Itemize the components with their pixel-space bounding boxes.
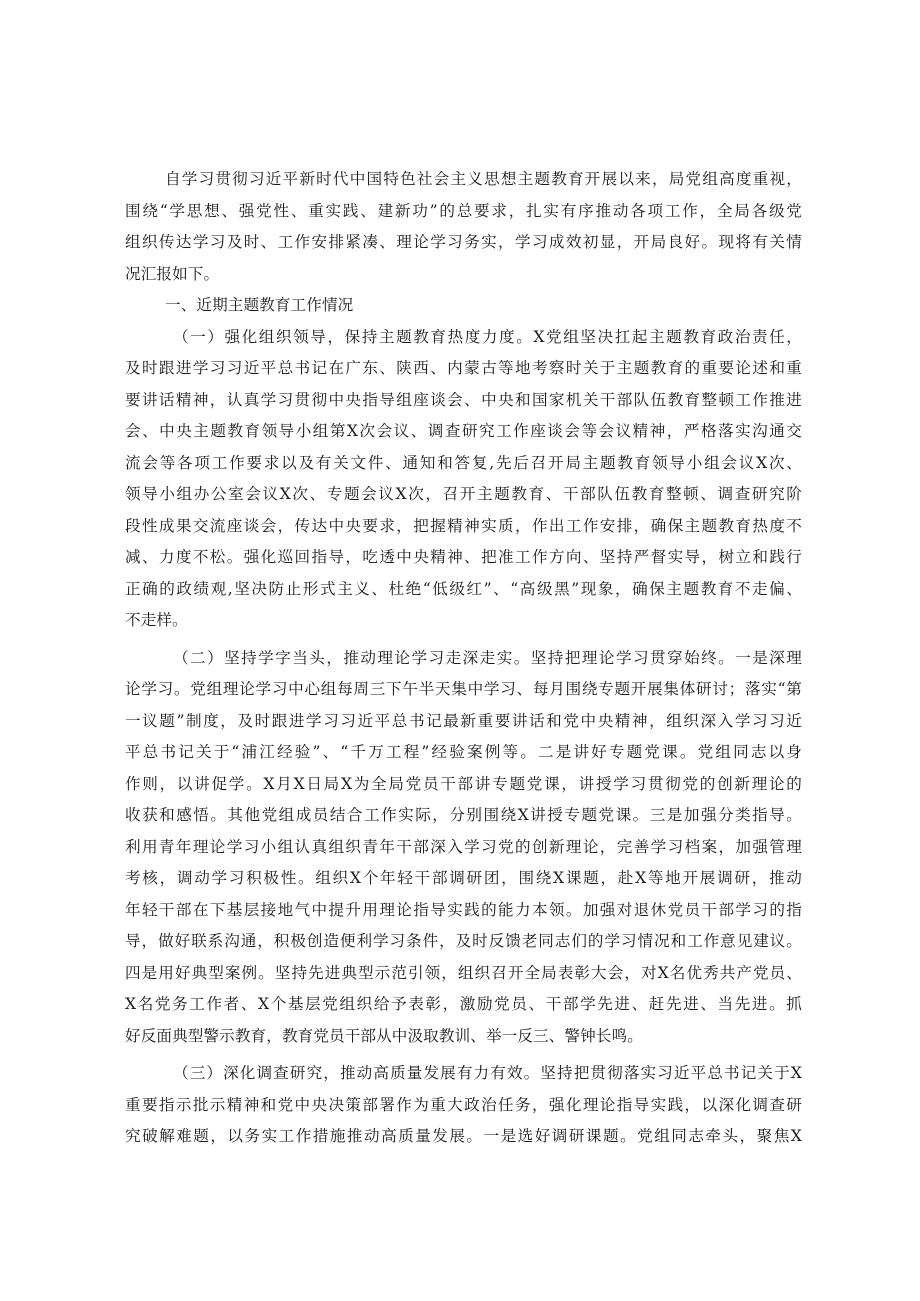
text-line: 不走样。 <box>125 611 188 629</box>
section-2-paragraph <box>125 643 802 1053</box>
intro-paragraph <box>125 164 802 290</box>
text-line: 导，做好联系沟通，积极创造便利学习条件，及时反馈老同志们的学习情况和工作意见建议。 <box>125 932 802 950</box>
text-line: 利用青年理论学习小组认真组织青年干部深入学习党的创新理论，完善学习档案，加强管理 <box>125 837 802 856</box>
text-line: 正确的政绩观,坚决防止形式主义、杜绝“低级红”、“高级黑”现象，确保主题教育不走偏、 <box>125 579 802 598</box>
text-line: 流会等各项工作要求以及有关文件、通知和答复,先后召开局主题教育领导小组会议X次、 <box>125 453 802 472</box>
text-line: 自学习贯彻习近平新时代中国特色社会主义思想主题教育开展以来，局党组高度重视， <box>165 170 802 188</box>
text-line: 领导小组办公室会议X次、专题会议X次，召开主题教育、干部队伍教育整顿、调查研究阶 <box>125 485 802 503</box>
text-line: 平总书记关于“浦江经验”、“千万工程”经验案例等。二是讲好专题党课。党组同志以身 <box>125 743 802 761</box>
text-line: 会、中央主题教育领导小组第X次会议、调查研究工作座谈会等会议精神，严格落实沟通交 <box>125 422 802 440</box>
text-line: 段性成果交流座谈会，传达中央要求，把握精神实质，作出工作安排，确保主题教育热度不 <box>125 516 802 535</box>
text-line: 考核，调动学习积极性。组织X个年轻干部调研团，围绕X课题，赴X等地开展调研，推动 <box>125 869 802 887</box>
text-line: （二）坚持学字当头，推动理论学习走深走实。坚持把理论学习贯穿始终。一是深理 <box>173 648 802 667</box>
section-1-paragraph <box>125 322 802 637</box>
document-body <box>125 164 802 1153</box>
text-line: 究破解难题，以务实工作措施推动高质量发展。一是选好调研课题。党组同志牵头，聚焦X <box>125 1127 802 1145</box>
text-line: 重要指示批示精神和党中央决策部署作为重大政治任务，强化理论指导实践，以深化调查研 <box>125 1095 802 1114</box>
text-line: 收获和感悟。其他党组成员结合工作实际，分别围绕X讲授专题党课。三是加强分类指导。 <box>125 806 802 824</box>
text-line: 年轻干部在下基层接地气中提升用理论指导实践的能力本领。加强对退休党员干部学习的指 <box>125 900 802 919</box>
text-line: 一议题”制度，及时跟进学习习近平总书记最新重要讲话和党中央精神，组织深入学习习近 <box>125 711 802 730</box>
text-line: 及时跟进学习习近平总书记在广东、陕西、内蒙古等地考察时关于主题教育的重要论述和重 <box>125 359 802 377</box>
text-line: 况汇报如下。 <box>125 264 220 283</box>
text-line: （三）深化调查研究，推动高质量发展有力有效。坚持把贯彻落实习近平总书记关于X <box>173 1064 802 1082</box>
text-line: X名党务工作者、X个基层党组织给予表彰，激励党员、干部学先进、赶先进、当先进。抓 <box>125 995 802 1013</box>
text-line: 要讲话精神，认真学习贯彻中央指导组座谈会、中央和国家机关干部队伍教育整顿工作推进 <box>125 390 802 409</box>
text-line: 四是用好典型案例。坚持先进典型示范引领，组织召开全局表彰大会，对X名优秀共产党员、 <box>125 963 802 982</box>
text-line: （一）强化组织领导，保持主题教育热度力度。X党组坚决扛起主题教育政治责任， <box>173 327 802 346</box>
section-heading: 一、近期主题教育工作情况 <box>165 296 354 314</box>
text-line: 组织传达学习及时、工作安排紧凑、理论学习务实，学习成效初显，开局良好。现将有关情 <box>125 233 802 251</box>
text-line: 好反面典型警示教育，教育党员干部从中汲取教训、举一反三、警钟长鸣。 <box>125 1026 643 1045</box>
text-line: 围绕“学思想、强党性、重实践、建新功”的总要求，扎实有序推动各项工作，全局各级党 <box>125 201 802 220</box>
text-line: 作则，以讲促学。X月X日局X为全局党员干部讲专题党课，讲授学习贯彻党的创新理论的 <box>125 774 802 793</box>
section-3-paragraph <box>125 1058 802 1153</box>
text-line: 论学习。党组理论学习中心组每周三下午半天集中学习、每月围绕专题开展集体研讨；落实“第 <box>125 680 802 698</box>
text-line: 减、力度不松。强化巡回指导，吃透中央精神、把准工作方向、坚持严督实导，树立和践行 <box>125 548 802 566</box>
